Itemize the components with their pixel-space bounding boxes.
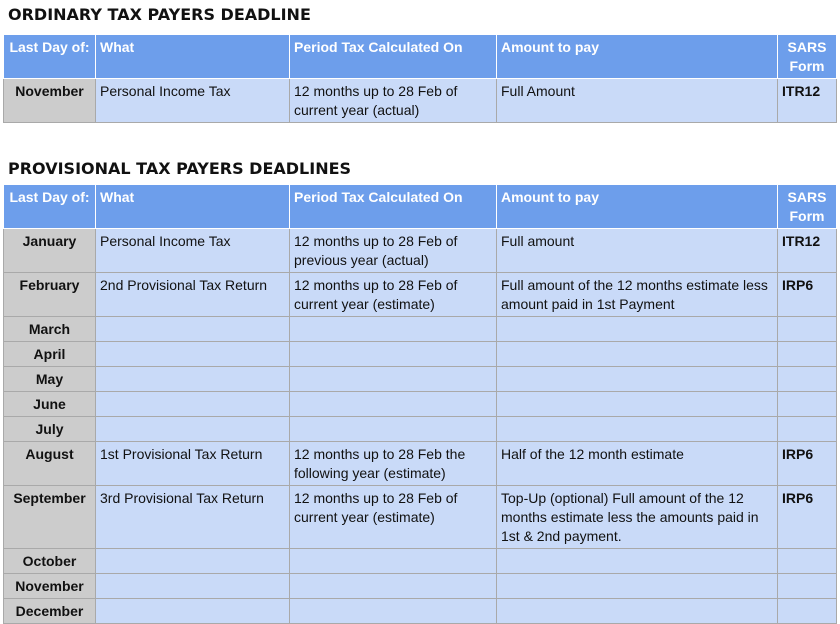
cell-what — [96, 574, 290, 599]
cell-period — [290, 392, 497, 417]
ordinary-deadline-table — [3, 34, 837, 123]
cell-period — [290, 367, 497, 392]
cell-month: December — [4, 599, 96, 624]
table-row — [4, 549, 837, 574]
header-what: What — [96, 185, 290, 229]
cell-form — [778, 317, 837, 342]
cell-amount: Top-Up (optional) Full amount of the 12 months estimate less the amounts paid in 1st & 2nd payment. — [497, 486, 778, 549]
table-row — [4, 229, 837, 273]
cell-amount: Full amount — [497, 229, 778, 273]
cell-form: ITR12 — [778, 229, 837, 273]
cell-period: 12 months up to 28 Feb of current year (estimate) — [290, 273, 497, 317]
cell-month: February — [4, 273, 96, 317]
cell-amount: Half of the 12 month estimate — [497, 442, 778, 486]
cell-amount — [497, 574, 778, 599]
table-row — [4, 317, 837, 342]
cell-period — [290, 599, 497, 624]
cell-period: 12 months up to 28 Feb of previous year (actual) — [290, 229, 497, 273]
cell-what: Personal Income Tax — [96, 229, 290, 273]
cell-amount: Full Amount — [497, 79, 778, 123]
cell-period: 12 months up to 28 Feb the following year (estimate) — [290, 442, 497, 486]
header-amount: Amount to pay — [497, 185, 778, 229]
cell-what: 3rd Provisional Tax Return — [96, 486, 290, 549]
ordinary-section-title: ORDINARY TAX PAYERS DEADLINE — [8, 5, 311, 24]
cell-month: November — [4, 574, 96, 599]
cell-amount — [497, 549, 778, 574]
cell-amount — [497, 417, 778, 442]
table-row — [4, 273, 837, 317]
cell-form — [778, 342, 837, 367]
cell-form — [778, 599, 837, 624]
header-amount: Amount to pay — [497, 35, 778, 79]
cell-form — [778, 549, 837, 574]
cell-form — [778, 574, 837, 599]
table-row — [4, 486, 837, 549]
cell-form: ITR12 — [778, 79, 837, 123]
cell-month: July — [4, 417, 96, 442]
cell-amount — [497, 317, 778, 342]
header-row — [4, 185, 837, 229]
cell-what — [96, 549, 290, 574]
cell-month: January — [4, 229, 96, 273]
cell-form — [778, 367, 837, 392]
cell-what — [96, 599, 290, 624]
header-last-day: Last Day of: — [4, 185, 96, 229]
table-row — [4, 442, 837, 486]
cell-form — [778, 392, 837, 417]
cell-month: June — [4, 392, 96, 417]
cell-what — [96, 317, 290, 342]
cell-what — [96, 417, 290, 442]
table-row — [4, 367, 837, 392]
cell-month: May — [4, 367, 96, 392]
table-row — [4, 417, 837, 442]
provisional-deadline-table — [3, 184, 837, 624]
cell-period — [290, 574, 497, 599]
cell-what — [96, 367, 290, 392]
table-row — [4, 392, 837, 417]
header-sars-form: SARS Form — [778, 35, 837, 79]
header-row — [4, 35, 837, 79]
cell-what — [96, 342, 290, 367]
header-period: Period Tax Calculated On — [290, 185, 497, 229]
table-row — [4, 574, 837, 599]
cell-form — [778, 417, 837, 442]
header-last-day: Last Day of: — [4, 35, 96, 79]
header-what: What — [96, 35, 290, 79]
header-period: Period Tax Calculated On — [290, 35, 497, 79]
cell-period — [290, 549, 497, 574]
table-row — [4, 599, 837, 624]
cell-period — [290, 417, 497, 442]
cell-month: April — [4, 342, 96, 367]
table-row — [4, 79, 837, 123]
cell-period — [290, 342, 497, 367]
cell-amount — [497, 342, 778, 367]
cell-month: September — [4, 486, 96, 549]
cell-form: IRP6 — [778, 273, 837, 317]
cell-period — [290, 317, 497, 342]
cell-amount — [497, 392, 778, 417]
cell-month: March — [4, 317, 96, 342]
cell-what: Personal Income Tax — [96, 79, 290, 123]
cell-form: IRP6 — [778, 486, 837, 549]
cell-period: 12 months up to 28 Feb of current year (actual) — [290, 79, 497, 123]
cell-amount — [497, 599, 778, 624]
header-sars-form: SARS Form — [778, 185, 837, 229]
provisional-section-title: PROVISIONAL TAX PAYERS DEADLINES — [8, 159, 352, 178]
cell-what: 1st Provisional Tax Return — [96, 442, 290, 486]
cell-amount — [497, 367, 778, 392]
cell-month: November — [4, 79, 96, 123]
cell-month: August — [4, 442, 96, 486]
cell-month: October — [4, 549, 96, 574]
cell-amount: Full amount of the 12 months estimate less amount paid in 1st Payment — [497, 273, 778, 317]
cell-what: 2nd Provisional Tax Return — [96, 273, 290, 317]
table-row — [4, 342, 837, 367]
cell-form: IRP6 — [778, 442, 837, 486]
cell-what — [96, 392, 290, 417]
cell-period: 12 months up to 28 Feb of current year (estimate) — [290, 486, 497, 549]
